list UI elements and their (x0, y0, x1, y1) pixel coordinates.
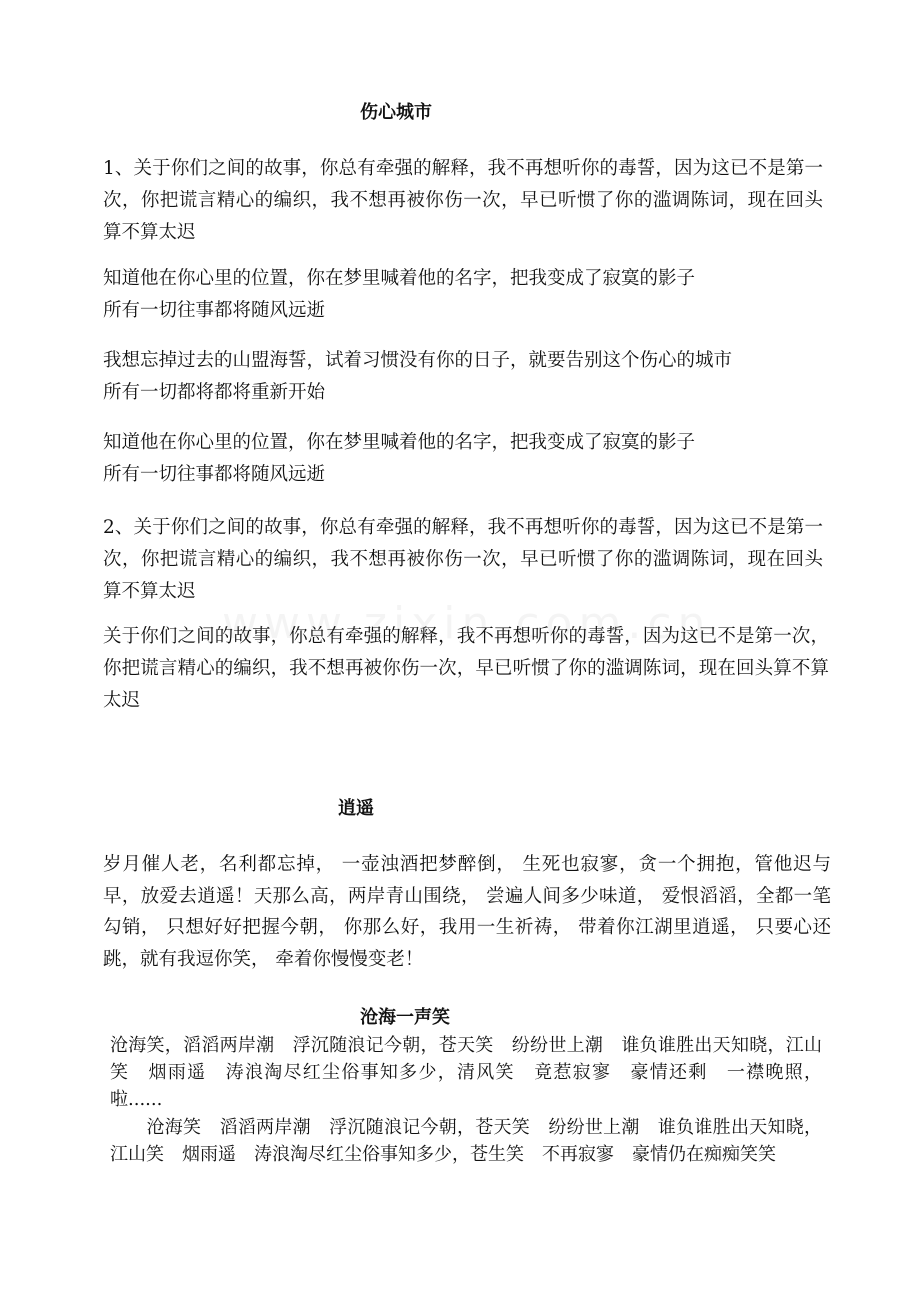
paragraph: 2、关于你们之间的故事，你总有牵强的解释，我不再想听你的毒誓，因为这已不是第一次，你把谎言精心的编织，我不想再被你伤一次，早已听惯了你的滥调陈词，现在回头算不算太迟 (103, 517, 823, 602)
lyric-line: 知道他在你心里的位置，你在梦里喊着他的名字，把我变成了寂寞的影子 (103, 432, 696, 453)
lyric-line: 所有一切都将都将重新开始 (103, 382, 326, 403)
paragraph: 关于你们之间的故事，你总有牵强的解释，我不再想听你的毒誓，因为这已不是第一次，你把谎言精心的编织，我不想再被你伤一次，早已听惯了你的滥调陈词，现在回头算不算太迟 (103, 626, 829, 711)
section-title-shangxin-chengshi: 伤心城市 (360, 102, 432, 123)
paragraph (103, 427, 823, 491)
lyric-line: 所有一切往事都将随风远逝 (103, 300, 326, 321)
paragraph (103, 345, 823, 409)
paragraph: 岁月催人老，名利都忘掉， 一壶浊酒把梦醉倒， 生死也寂寥，贪一个拥抱，管他迟与早，放爱去逍遥！天那么高，两岸青山围绕， 尝遍人间多少味道， 爱恨滔滔，全都一笔勾销， 只想好好把握今朝， 你那么好，我用一生祈祷， 带着你江湖里逍遥， 只要心还跳，就有我逗你笑， 牵着你慢慢变老！ (103, 854, 831, 970)
paragraph: 沧海笑，滔滔两岸潮 浮沉随浪记今朝，苍天笑 纷纷世上潮 谁负谁胜出天知晓，江山笑 烟雨遥 涛浪淘尽红尘俗事知多少，清风笑 竟惹寂寥 豪情还剩 一襟晚照，啦...... (110, 1035, 822, 1110)
lyric-line: 所有一切往事都将随风远逝 (103, 464, 326, 485)
paragraph: 沧海笑 滔滔两岸潮 浮沉随浪记今朝，苍天笑 纷纷世上潮 谁负谁胜出天知晓，江山笑 烟雨遥 涛浪淘尽红尘俗事知多少，苍生笑 不再寂寥 豪情仍在痴痴笑笑 (110, 1117, 822, 1165)
lyric-line: 我想忘掉过去的山盟海誓，试着习惯没有你的日子，就要告别这个伤心的城市 (103, 350, 733, 371)
section-title-canghai-yisheng-xiao: 沧海一声笑 (360, 1007, 450, 1028)
paragraph (103, 263, 823, 327)
section-title-xiaoyao: 逍遥 (338, 798, 374, 819)
paragraph: 1、关于你们之间的故事，你总有牵强的解释，我不再想听你的毒誓，因为这已不是第一次，你把谎言精心的编织，我不想再被你伤一次，早已听惯了你的滥调陈词，现在回头算不算太迟 (103, 158, 823, 243)
lyric-line: 知道他在你心里的位置，你在梦里喊着他的名字，把我变成了寂寞的影子 (103, 268, 696, 289)
